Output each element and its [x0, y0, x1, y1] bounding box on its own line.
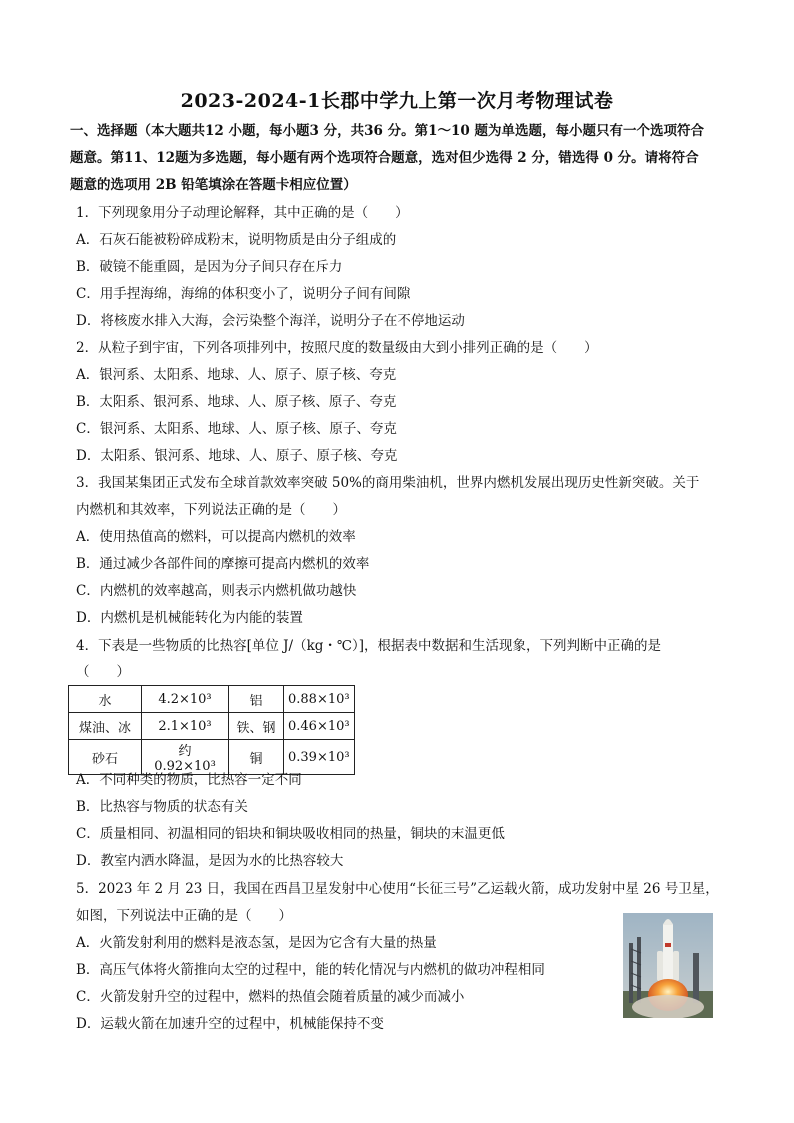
q5-option-a: A．火箭发射利用的燃料是液态氢，是因为它含有大量的热量 [76, 935, 437, 951]
q2-option-d: D．太阳系、银河系、地球、人、原子、原子核、夸克 [76, 448, 398, 464]
table-cell: 铝 [229, 686, 284, 713]
section-heading-cont: 题意。第11、12题为多选题，每小题有两个选项符合题意，选对但少选得 2 分，错选得 0 分。请将符合 [70, 150, 699, 166]
table-row [69, 740, 355, 775]
q3-stem-cont: 内燃机和其效率，下列说法正确的是（ ） [76, 502, 346, 518]
q3-stem: 3．我国某集团正式发布全球首款效率突破 50%的商用柴油机，世界内燃机发展出现历史性新突破。关于 [76, 475, 700, 491]
specific-heat-table [68, 685, 355, 775]
q1-option-c: C．用手捏海绵，海绵的体积变小了，说明分子间有间隙 [76, 286, 411, 302]
q4-option-b: B．比热容与物质的状态有关 [76, 799, 248, 815]
rocket-launch-photo-icon [623, 913, 713, 1018]
page-title: 2023-2024-1长郡中学九上第一次月考物理试卷 [180, 90, 614, 112]
table-cell: 约 0.92×10³ [142, 740, 229, 775]
table-cell: 铁、钢 [229, 713, 284, 740]
q2-option-b: B．太阳系、银河系、地球、人、原子核、原子、夸克 [76, 394, 397, 410]
table-cell: 砂石 [69, 740, 142, 775]
q2-stem: 2．从粒子到宇宙，下列各项排列中，按照尺度的数量级由大到小排列正确的是（ ） [76, 340, 598, 356]
q3-option-c: C．内燃机的效率越高，则表示内燃机做功越快 [76, 583, 357, 599]
q1-option-b: B．破镜不能重圆，是因为分子间只存在斥力 [76, 259, 343, 275]
table-cell: 4.2×10³ [142, 686, 229, 713]
q5-option-b: B．高压气体将火箭推向太空的过程中，能的转化情况与内燃机的做功冲程相同 [76, 962, 545, 978]
q3-option-b: B．通过减少各部件间的摩擦可提高内燃机的效率 [76, 556, 370, 572]
table-row [69, 713, 355, 740]
q4-option-a: A．不同种类的物质，比热容一定不同 [76, 772, 302, 788]
q2-option-c: C．银河系、太阳系、地球、人、原子核、原子、夸克 [76, 421, 397, 437]
table-cell: 0.39×10³ [284, 740, 355, 775]
q3-option-d: D．内燃机是机械能转化为内能的装置 [76, 610, 303, 626]
q4-option-d: D．教室内洒水降温，是因为水的比热容较大 [76, 853, 344, 869]
section-heading-cont2: 题意的选项用 2B 铅笔填涂在答题卡相应位置） [70, 177, 357, 193]
table-cell: 煤油、冰 [69, 713, 142, 740]
table-cell: 2.1×10³ [142, 713, 229, 740]
q1-stem: 1．下列现象用分子动理论解释，其中正确的是（ ） [76, 205, 409, 221]
q4-option-c: C．质量相同、初温相同的铝块和铜块吸收相同的热量，铜块的末温更低 [76, 826, 505, 842]
q2-option-a: A．银河系、太阳系、地球、人、原子、原子核、夸克 [76, 367, 397, 383]
section-heading: 一、选择题（本大题共12 小题，每小题3 分，共36 分。第1～10 题为单选题，每小题只有一个选项符合 [70, 123, 704, 139]
q1-option-d: D．将核废水排入大海，会污染整个海洋，说明分子在不停地运动 [76, 313, 465, 329]
q1-option-a: A．石灰石能被粉碎成粉末，说明物质是由分子组成的 [76, 232, 397, 248]
q5-stem-cont: 如图，下列说法中正确的是（ ） [76, 908, 292, 924]
table-row [69, 686, 355, 713]
table-cell: 水 [69, 686, 142, 713]
table-cell: 铜 [229, 740, 284, 775]
table-cell: 0.46×10³ [284, 713, 355, 740]
q4-stem-cont: （ ） [76, 664, 130, 680]
q5-option-d: D．运载火箭在加速升空的过程中，机械能保持不变 [76, 1016, 384, 1032]
q3-option-a: A．使用热值高的燃料，可以提高内燃机的效率 [76, 529, 356, 545]
q5-stem: 5．2023 年 2 月 23 日，我国在西昌卫星发射中心使用“长征三号”乙运载火箭，成功发射中星 26 号卫星， [76, 881, 719, 897]
q5-option-c: C．火箭发射升空的过程中，燃料的热值会随着质量的减少而减小 [76, 989, 465, 1005]
table-cell: 0.88×10³ [284, 686, 355, 713]
q4-stem: 4．下表是一些物质的比热容[单位 J/（kg・℃）]，根据表中数据和生活现象，下列判断中正确的是 [76, 638, 662, 654]
